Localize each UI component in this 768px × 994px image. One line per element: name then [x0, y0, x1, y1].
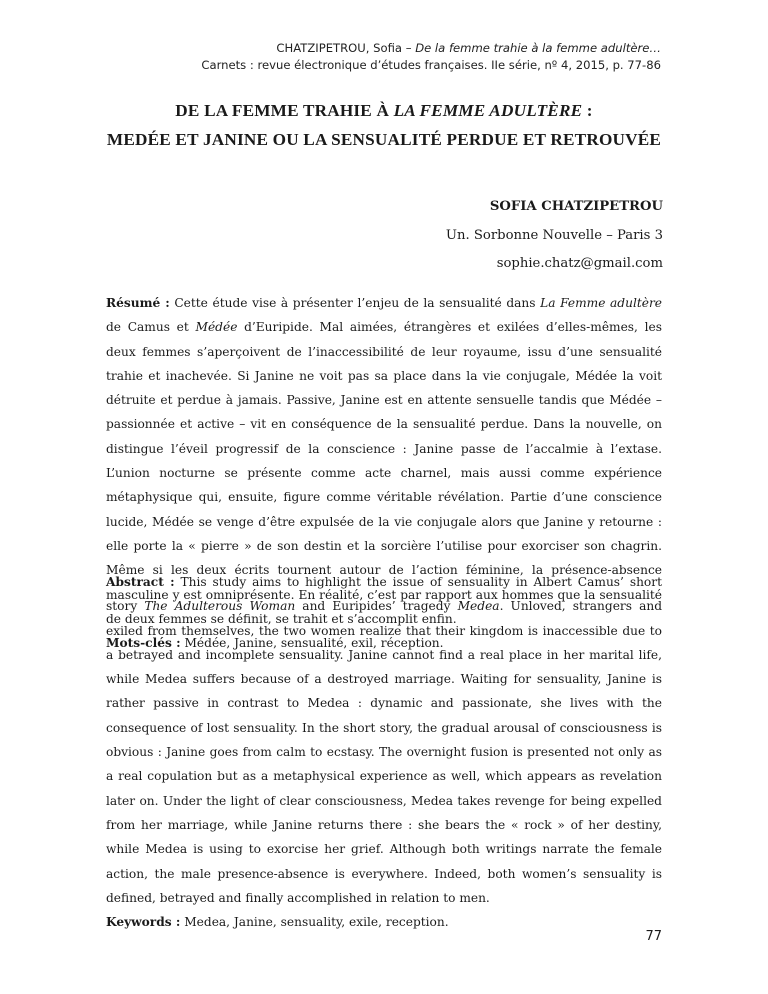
article-title-line-2: MEDÉE ET JANINE OU LA SENSUALITÉ PERDUE ET RETROUVÉE [106, 130, 662, 149]
author-block [446, 193, 663, 279]
abstract-keywords: Keywords : Medea, Janine, sensuality, exile, reception. [106, 915, 449, 930]
resume-keywords-label: Mots-clés : [106, 636, 181, 651]
abstract-paragraph: Abstract : This study aims to highlight the issue of sensuality in Albert Camus’ short story The Adulterous Woman and Euripides’ tragedy Medea. Unloved, strangers and exiled from themselves, the two women realize that their kingdom is inaccessible due to a betrayed and incomplete sensuality. Janine cannot find a real place in her marital life, while Medea suffers because of a destroyed marriage. Waiting for sensuality, Janine is rather passive in contrast to Medea : dynamic and passionate, she lives with the consequence of lost sensuality. In the short story, the gradual arousal of consciousness is obvious : Janine goes from calm to ecstasy. The overnight fusion is presented not only as a real copulation but as a metaphysical experience as well, which appears as revelation later on. Under the light of clear consciousness, Medea takes revenge for being expelled from her marriage, while Janine returns there : she bears the « rock » of her destiny, while Medea is using to exorcise her grief. Although both writings narrate the female action, the male presence-absence is everywhere. Indeed, both women’s sensuality is defined, betrayed and finally accomplished in relation to men. [106, 575, 663, 905]
running-header-title: De la femme trahie à la femme adultère… [415, 41, 661, 55]
abstract-label: Abstract : [106, 575, 175, 589]
abstract-section [106, 570, 662, 934]
running-header [201, 40, 661, 74]
resume-paragraph: Résumé : Cette étude vise à présenter l’enjeu de la sensualité dans La Femme adultère de Camus et Médée d’Euripide. Mal aimées, étrangères et exilées d’elles-mêmes, les deux femmes s’aperçoivent de l’inaccessibilité de leur royaume, issu d’une sensualité trahie et inachevée. Si Janine ne voit pas sa place dans la vie conjugale, Médée la voit détruite et perdue à jamais. Passive, Janine est en attente sensuelle tandis que Médée – passionnée et active – vit en conséquence de la sensualité perdue. Dans la nouvelle, on distingue l’éveil progressif de la conscience : Janine passe de l’accalmie à l’extase. L’union nocturne se présente comme acte charnel, mais aussi comme expérience métaphysique qui, ensuite, figure comme véritable révélation. Partie d’une conscience lucide, Médée se venge d’être expulsée de la vie conjugale alors que Janine y retourne : elle porte la « pierre » de son destin et la sorcière l’utilise pour exorciser son chagrin. Même si les deux écrits tournent autour de l’action féminine, la présence-absence masculine y est omniprésente. En réalité, c’est par rapport aux hommes que la sensualité de deux femmes se définit, se trahit et s’accomplit enfin. [106, 296, 663, 626]
resume-keywords: Mots-clés : Médée, Janine, sensualité, exil, réception. [106, 636, 444, 651]
page-number: 77 [645, 929, 662, 944]
running-header-line-1: CHATZIPETROU, Sofia – De la femme trahie à la femme adultère… [276, 41, 661, 55]
abstract-keywords-label: Keywords : [106, 915, 181, 930]
resume-label: Résumé : [106, 296, 170, 310]
author-name: SOFIA CHATZIPETROU [489, 199, 663, 214]
running-header-line-2: Carnets : revue électronique d’études françaises. IIe série, nº 4, 2015, p. 77-86 [201, 58, 661, 72]
author-affiliation: Un. Sorbonne Nouvelle – Paris 3 [445, 227, 663, 243]
article-title-italic: LA FEMME ADULTÈRE [393, 101, 583, 120]
author-email[interactable]: sophie.chatz@gmail.com [496, 256, 663, 271]
article-title-line-1: DE LA FEMME TRAHIE À LA FEMME ADULTÈRE : [175, 101, 593, 120]
article-title [0, 96, 768, 154]
